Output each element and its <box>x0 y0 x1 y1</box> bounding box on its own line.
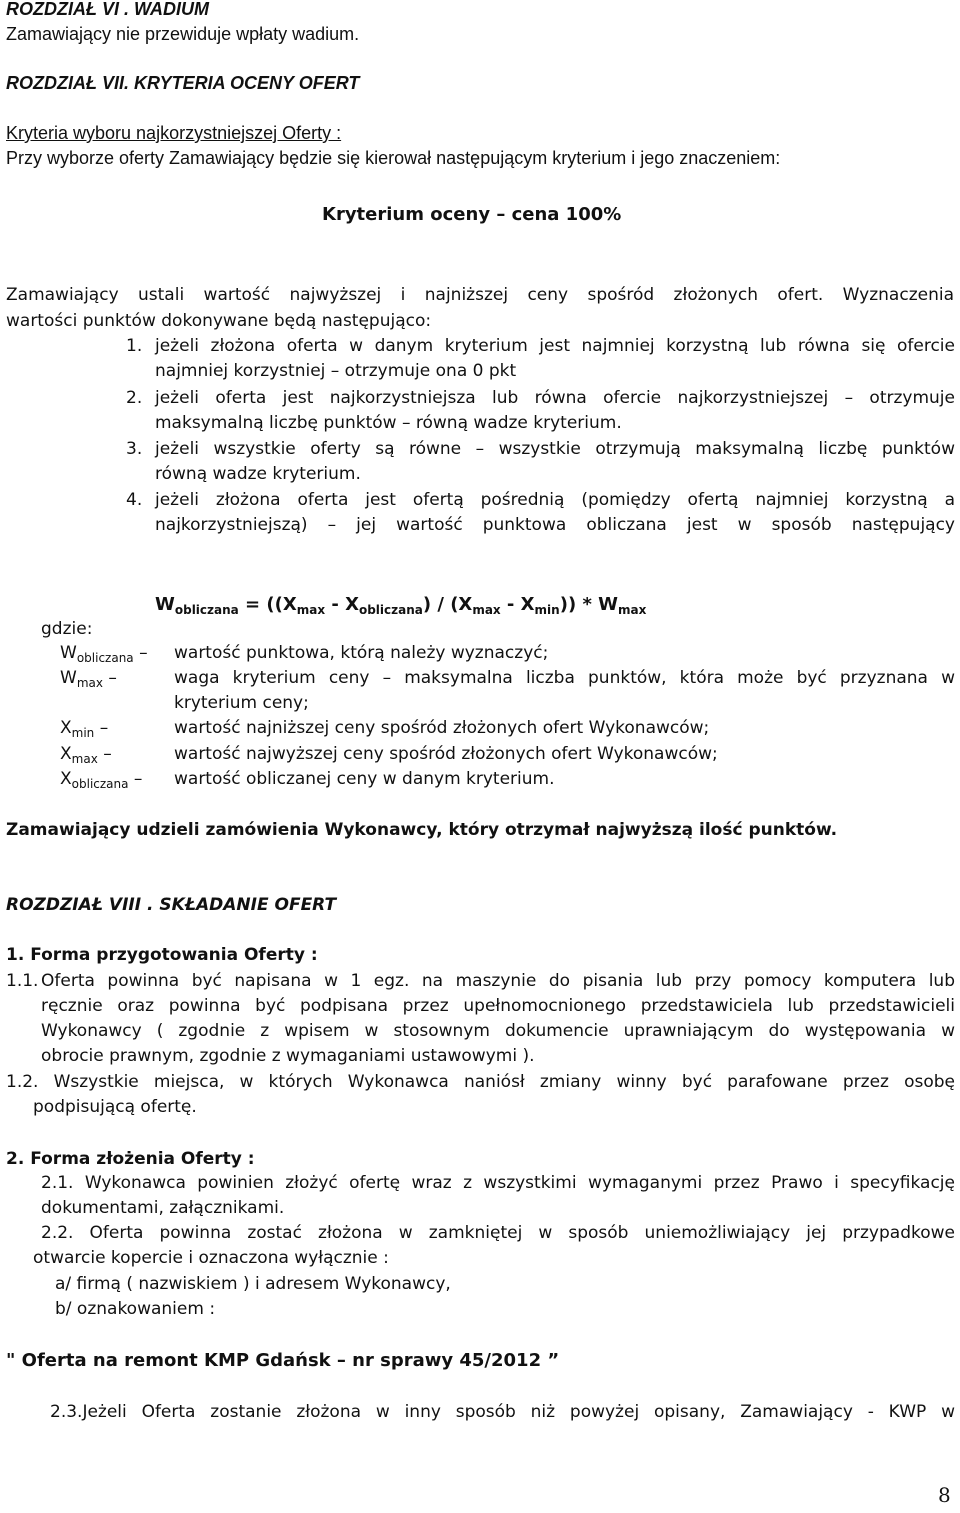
legend-symbol: $W_{max}$ – <box>60 668 117 690</box>
legend-symbol: $X_{max}$ – <box>60 744 112 766</box>
paragraph-line: otwarcie kopercie i oznaczona wyłącznie : <box>33 1248 389 1268</box>
legend-description: wartość najniższej ceny spośród złożonych ofert Wykonawców; <box>174 718 710 738</box>
list-item-text: jeżeli oferta jest najkorzystniejsza lub równa ofercie najkorzystniejszej – otrzymuje <box>155 388 955 408</box>
list-item-number: 4. <box>126 490 143 510</box>
score-formula: $W_{obliczana} = ((X_{max} - X_{obliczana}) / (X_{max} - X_{min})) * W_{max}$ <box>155 594 647 617</box>
paragraph-line: 2.3.Jeżeli Oferta zostanie złożona w inny sposób niż powyżej opisany, Zamawiający - KWP w <box>50 1402 955 1422</box>
chapter-7-heading: ROZDZIAŁ VII. KRYTERIA OCENY OFERT <box>6 73 360 93</box>
list-item-text: jeżeli wszystkie oferty są równe – wszystkie otrzymują maksymalną liczbę punktów <box>155 439 955 459</box>
legend-symbol: $W_{obliczana}$ – <box>60 643 148 665</box>
chapter-8-heading: ROZDZIAŁ VIII . SKŁADANIE OFERT <box>6 895 337 915</box>
paragraph-line: dokumentami, załącznikami. <box>41 1198 285 1218</box>
paragraph-line: wartości punktów dokonywane będą następująco: <box>6 311 432 331</box>
legend-description: wartość punktowa, którą należy wyznaczyć; <box>174 643 549 663</box>
legend-description: waga kryterium ceny – maksymalna liczba punktów, która może być przyznana w <box>174 668 955 688</box>
paragraph-line: ręcznie oraz powinna być podpisana przez upełnomocnionego przedstawiciela lub przedstawicieli <box>41 996 955 1016</box>
list-item-text: maksymalną liczbę punktów – równą wadze kryterium. <box>155 413 622 433</box>
list-item-text: jeżeli złożona oferta w danym kryterium jest najmniej korzystną lub równa się ofercie <box>155 336 955 356</box>
legend-description: wartość obliczanej ceny w danym kryterium. <box>174 769 555 789</box>
paragraph-line: podpisującą ofertę. <box>33 1097 197 1117</box>
list-item-number: 2. <box>126 388 143 408</box>
page-number: 8 <box>938 1483 951 1507</box>
legend-symbol: $X_{min}$ – <box>60 718 109 740</box>
marking-item-b: b/ oznakowaniem : <box>55 1299 216 1319</box>
criterion-label: Kryterium oceny – cena 100% <box>322 204 622 225</box>
paragraph-line: Oferta powinna być napisana w 1 egz. na maszynie do pisania lub przy pomocy komputera lub <box>41 971 955 991</box>
legend-description: kryterium ceny; <box>174 693 309 713</box>
list-item-number: 3. <box>126 439 143 459</box>
offer-marking-label: " Oferta na remont KMP Gdańsk – nr sprawy 45/2012 ” <box>6 1350 560 1371</box>
section-2-title: 2. Forma złożenia Oferty : <box>6 1149 255 1169</box>
paragraph-line: 1.2. Wszystkie miejsca, w których Wykonawca naniósł zmiany winny być parafowane przez osobę <box>6 1072 955 1092</box>
where-label: gdzie: <box>41 619 93 639</box>
paragraph-line: 2.1. Wykonawca powinien złożyć ofertę wraz z wszystkimi wymaganymi przez Prawo i specyfikację <box>41 1173 955 1193</box>
chapter-6-heading: ROZDZIAŁ VI . WADIUM <box>6 0 209 19</box>
legend-symbol: $X_{obliczana}$ – <box>60 769 143 791</box>
marking-item-a: a/ firmą ( nazwiskiem ) i adresem Wykonawcy, <box>55 1274 451 1294</box>
chapter-6-text: Zamawiający nie przewiduje wpłaty wadium. <box>6 24 360 44</box>
list-item-text: najmniej korzystniej – otrzymuje ona 0 pkt <box>155 361 517 381</box>
list-item-text: najkorzystniejszą) – jej wartość punktowa obliczana jest w sposób następujący <box>155 515 955 535</box>
paragraph-line: 2.2. Oferta powinna zostać złożona w zamkniętej w sposób uniemożliwiający jej przypadkowe <box>41 1223 955 1243</box>
list-item-number: 1. <box>126 336 143 356</box>
list-item-text: jeżeli złożona oferta jest ofertą pośrednią (pomiędzy ofertą najmniej korzystną a <box>155 490 955 510</box>
paragraph-line: obrocie prawnym, zgodnie z wymaganiami ustawowymi ). <box>41 1046 535 1066</box>
award-statement: Zamawiający udzieli zamówienia Wykonawcy, który otrzymał najwyższą ilość punktów. <box>6 820 838 840</box>
criteria-title: Kryteria wyboru najkorzystniejszej Oferty : <box>6 123 342 143</box>
list-item-text: równą wadze kryterium. <box>155 464 361 484</box>
section-1-title: 1. Forma przygotowania Oferty : <box>6 945 318 965</box>
section-1-1-number: 1.1. <box>6 971 39 991</box>
paragraph-line: Zamawiający ustali wartość najwyższej i najniższej ceny spośród złożonych ofert. Wyznaczenia <box>6 285 954 305</box>
legend-description: wartość najwyższej ceny spośród złożonych ofert Wykonawców; <box>174 744 718 764</box>
paragraph-line: Wykonawcy ( zgodnie z wpisem w stosownym dokumencie uprawniającym do występowania w <box>41 1021 955 1041</box>
criteria-intro: Przy wyborze oferty Zamawiający będzie się kierował następującym kryterium i jego znaczeniem: <box>6 148 781 168</box>
